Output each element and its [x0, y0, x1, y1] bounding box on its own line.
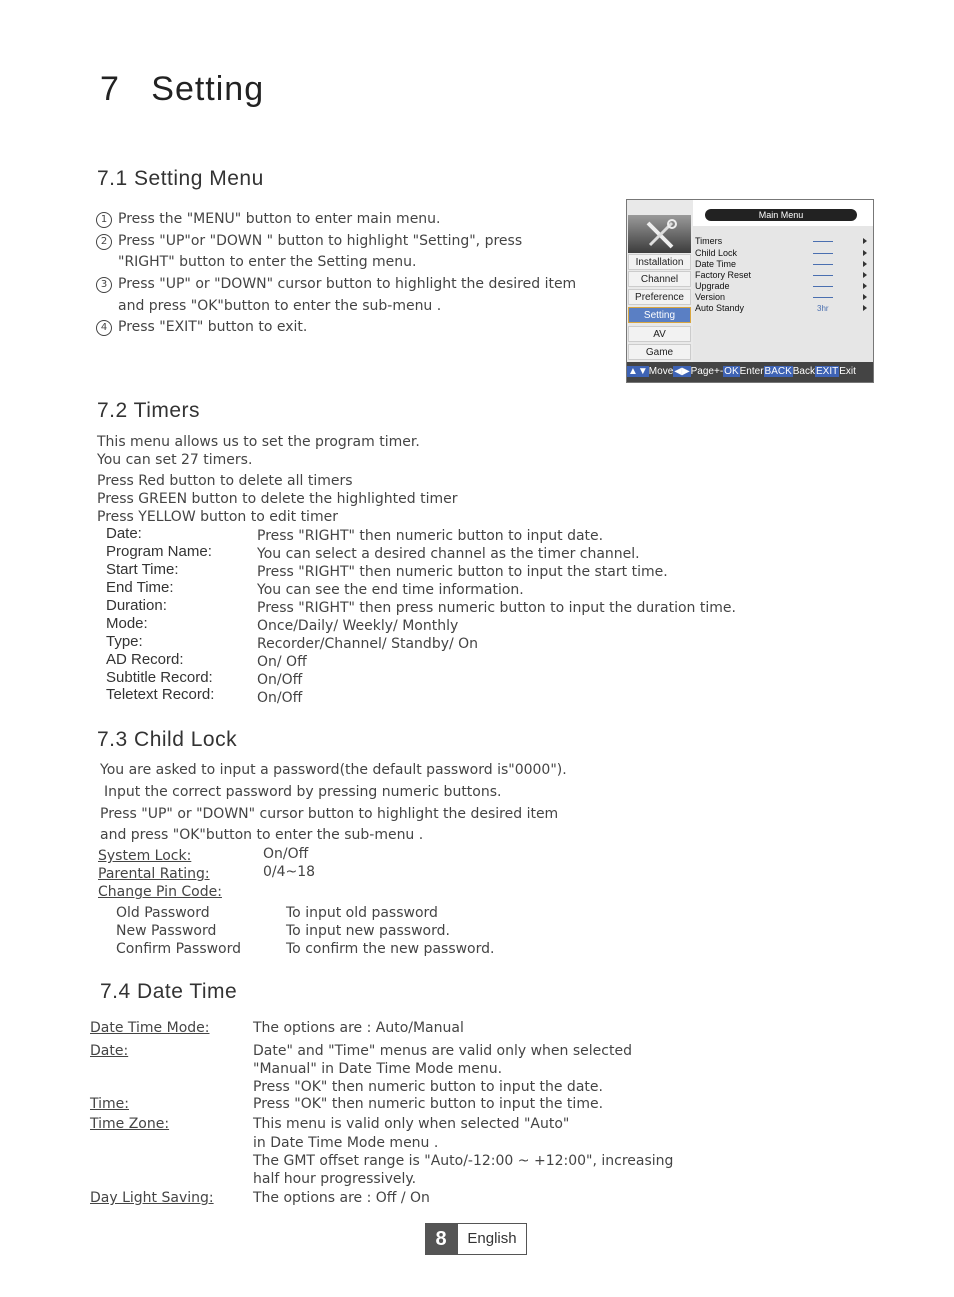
timer-field-label: Mode: [106, 615, 148, 632]
up-down-icon: ▲▼ [628, 366, 648, 377]
section-7-2-heading: 7.2 Timers [97, 399, 201, 422]
main-menu-screenshot [626, 199, 874, 383]
arrow-right-icon [863, 261, 867, 267]
timer-field-desc: You can select a desired channel as the timer channel. [257, 546, 640, 562]
arrow-left-icon [813, 264, 833, 265]
menu-row-child-lock[interactable]: Child Lock [693, 248, 873, 259]
arrow-left-icon [813, 253, 833, 254]
timer-field-label: Subtitle Record: [106, 669, 213, 686]
datetime-desc: The GMT offset range is "Auto/-12:00 ~ +12:00", increasing [253, 1153, 674, 1169]
childlock-intro-1: You are asked to input a password(the default password is"0000"). [100, 762, 567, 778]
datetime-label: Date: [90, 1043, 129, 1059]
arrow-right-icon [863, 250, 867, 256]
section-7-4-heading: 7.4 Date Time [100, 980, 238, 1003]
timers-intro-1: This menu allows us to set the program timer. [97, 434, 420, 450]
step-number: 2 [96, 234, 112, 250]
arrow-right-icon [863, 294, 867, 300]
menu-title: Main Menu [705, 209, 857, 221]
arrow-right-icon [863, 272, 867, 278]
datetime-label: Date Time Mode: [90, 1020, 210, 1036]
childlock-item-value: On/Off [263, 846, 309, 862]
page-number: 8 [425, 1223, 457, 1255]
back-key: BACK [764, 366, 792, 377]
menu-item-setting[interactable]: Setting [628, 307, 691, 323]
arrow-left-icon [813, 275, 833, 276]
childlock-intro-3: Press "UP" or "DOWN" cursor button to highlight the desired item [100, 806, 559, 822]
childlock-item-label: Change Pin Code: [98, 884, 222, 900]
timers-intro-3: Press Red button to delete all timers [97, 473, 353, 489]
childlock-intro-4: and press "OK"button to enter the sub-menu . [100, 827, 424, 843]
step-3-cont: and press "OK"button to enter the sub-menu . [118, 298, 442, 314]
menu-rows [693, 226, 873, 362]
timer-field-label: AD Record: [106, 651, 184, 668]
pin-label: Confirm Password [116, 941, 242, 957]
section-7-3-heading: 7.3 Child Lock [97, 728, 238, 751]
auto-standy-value: 3hr [817, 304, 829, 313]
timers-intro-2: You can set 27 timers. [97, 452, 253, 468]
datetime-desc: half hour progressively. [253, 1171, 417, 1187]
timer-field-desc: You can see the end time information. [257, 582, 524, 598]
menu-item-channel[interactable]: Channel [628, 271, 691, 287]
section-7-1-heading: 7.1 Setting Menu [97, 167, 264, 190]
menu-item-preference[interactable]: Preference [628, 289, 691, 305]
menu-footer: ▲▼Move◀▶Page+-OKEnterBACKBackEXITExit [627, 362, 873, 382]
arrow-left-icon [813, 286, 833, 287]
menu-item-installation[interactable]: Installation [628, 254, 691, 270]
datetime-desc: The options are : Off / On [253, 1190, 430, 1206]
timer-field-desc: Press "RIGHT" then numeric button to input date. [257, 528, 604, 544]
menu-row-date-time[interactable]: Date Time [693, 259, 873, 270]
datetime-desc: This menu is valid only when selected "Auto" [253, 1116, 570, 1132]
left-right-icon: ◀▶ [674, 366, 690, 377]
pin-desc: To input old password [286, 905, 438, 921]
chapter-number: 7 [100, 70, 120, 108]
timers-intro-5: Press YELLOW button to edit timer [97, 509, 338, 525]
timer-field-desc: On/ Off [257, 654, 307, 670]
timer-field-label: Date: [106, 525, 142, 542]
childlock-item-value: 0/4~18 [263, 864, 316, 880]
step-1: 1 Press the "MENU" button to enter main menu. [96, 210, 441, 228]
pin-desc: To input new password. [286, 923, 450, 939]
timer-field-label: Type: [106, 633, 143, 650]
pin-label: Old Password [116, 905, 210, 921]
step-number: 3 [96, 277, 112, 293]
pin-desc: To confirm the new password. [286, 941, 495, 957]
timer-field-label: End Time: [106, 579, 174, 596]
menu-item-game[interactable]: Game [628, 344, 691, 360]
menu-sidebar [627, 200, 693, 362]
step-2: 2 Press "UP"or "DOWN " button to highlight "Setting", press [96, 232, 522, 250]
ok-key: OK [724, 366, 739, 377]
datetime-desc: in Date Time Mode menu . [253, 1135, 439, 1151]
timer-field-label: Teletext Record: [106, 686, 215, 703]
pin-label: New Password [116, 923, 217, 939]
timer-field-desc: Press "RIGHT" then numeric button to input the start time. [257, 564, 668, 580]
step-number: 1 [96, 212, 112, 228]
timer-field-desc: Recorder/Channel/ Standby/ On [257, 636, 479, 652]
chapter-name: Setting [151, 70, 265, 108]
menu-row-factory-reset[interactable]: Factory Reset [693, 270, 873, 281]
datetime-label: Time: [90, 1096, 129, 1112]
timer-field-desc: Once/Daily/ Weekly/ Monthly [257, 618, 459, 634]
arrow-right-icon [863, 305, 867, 311]
datetime-desc: Press "OK" then numeric button to input the date. [253, 1079, 603, 1095]
datetime-label: Time Zone: [90, 1116, 170, 1132]
childlock-intro-2: Input the correct password by pressing numeric buttons. [104, 784, 502, 800]
menu-row-upgrade[interactable]: Upgrade [693, 281, 873, 292]
arrow-right-icon [863, 238, 867, 244]
menu-row-auto-standy[interactable]: Auto Standy 3hr [693, 303, 873, 314]
step-4: 4 Press "EXIT" button to exit. [96, 318, 307, 336]
datetime-label: Day Light Saving: [90, 1190, 214, 1206]
datetime-desc: Date" and "Time" menus are valid only when selected [253, 1043, 632, 1059]
datetime-desc: "Manual" in Date Time Mode menu. [253, 1061, 503, 1077]
arrow-left-icon [813, 241, 833, 242]
datetime-desc: The options are : Auto/Manual [253, 1020, 464, 1036]
menu-row-version[interactable]: Version [693, 292, 873, 303]
step-number: 4 [96, 320, 112, 336]
tools-icon [628, 215, 691, 253]
chapter-title [100, 70, 264, 109]
timers-intro-4: Press GREEN button to delete the highlighted timer [97, 491, 458, 507]
menu-item-av[interactable]: AV [628, 326, 691, 342]
step-3: 3 Press "UP" or "DOWN" cursor button to highlight the desired item [96, 275, 576, 293]
timer-field-label: Duration: [106, 597, 167, 614]
page-language: English [457, 1223, 527, 1255]
timer-field-label: Program Name: [106, 543, 212, 560]
arrow-right-icon [863, 283, 867, 289]
childlock-item-label: Parental Rating: [98, 866, 210, 882]
exit-key: EXIT [816, 366, 839, 377]
timer-field-desc: Press "RIGHT" then press numeric button to input the duration time. [257, 600, 736, 616]
timer-field-desc: On/Off [257, 690, 303, 706]
childlock-item-label: System Lock: [98, 848, 192, 864]
datetime-desc: Press "OK" then numeric button to input the time. [253, 1096, 604, 1112]
arrow-left-icon [813, 297, 833, 298]
timer-field-label: Start Time: [106, 561, 179, 578]
timer-field-desc: On/Off [257, 672, 303, 688]
menu-row-timers[interactable]: Timers [693, 236, 873, 247]
step-2-cont: "RIGHT" button to enter the Setting menu. [118, 254, 417, 270]
